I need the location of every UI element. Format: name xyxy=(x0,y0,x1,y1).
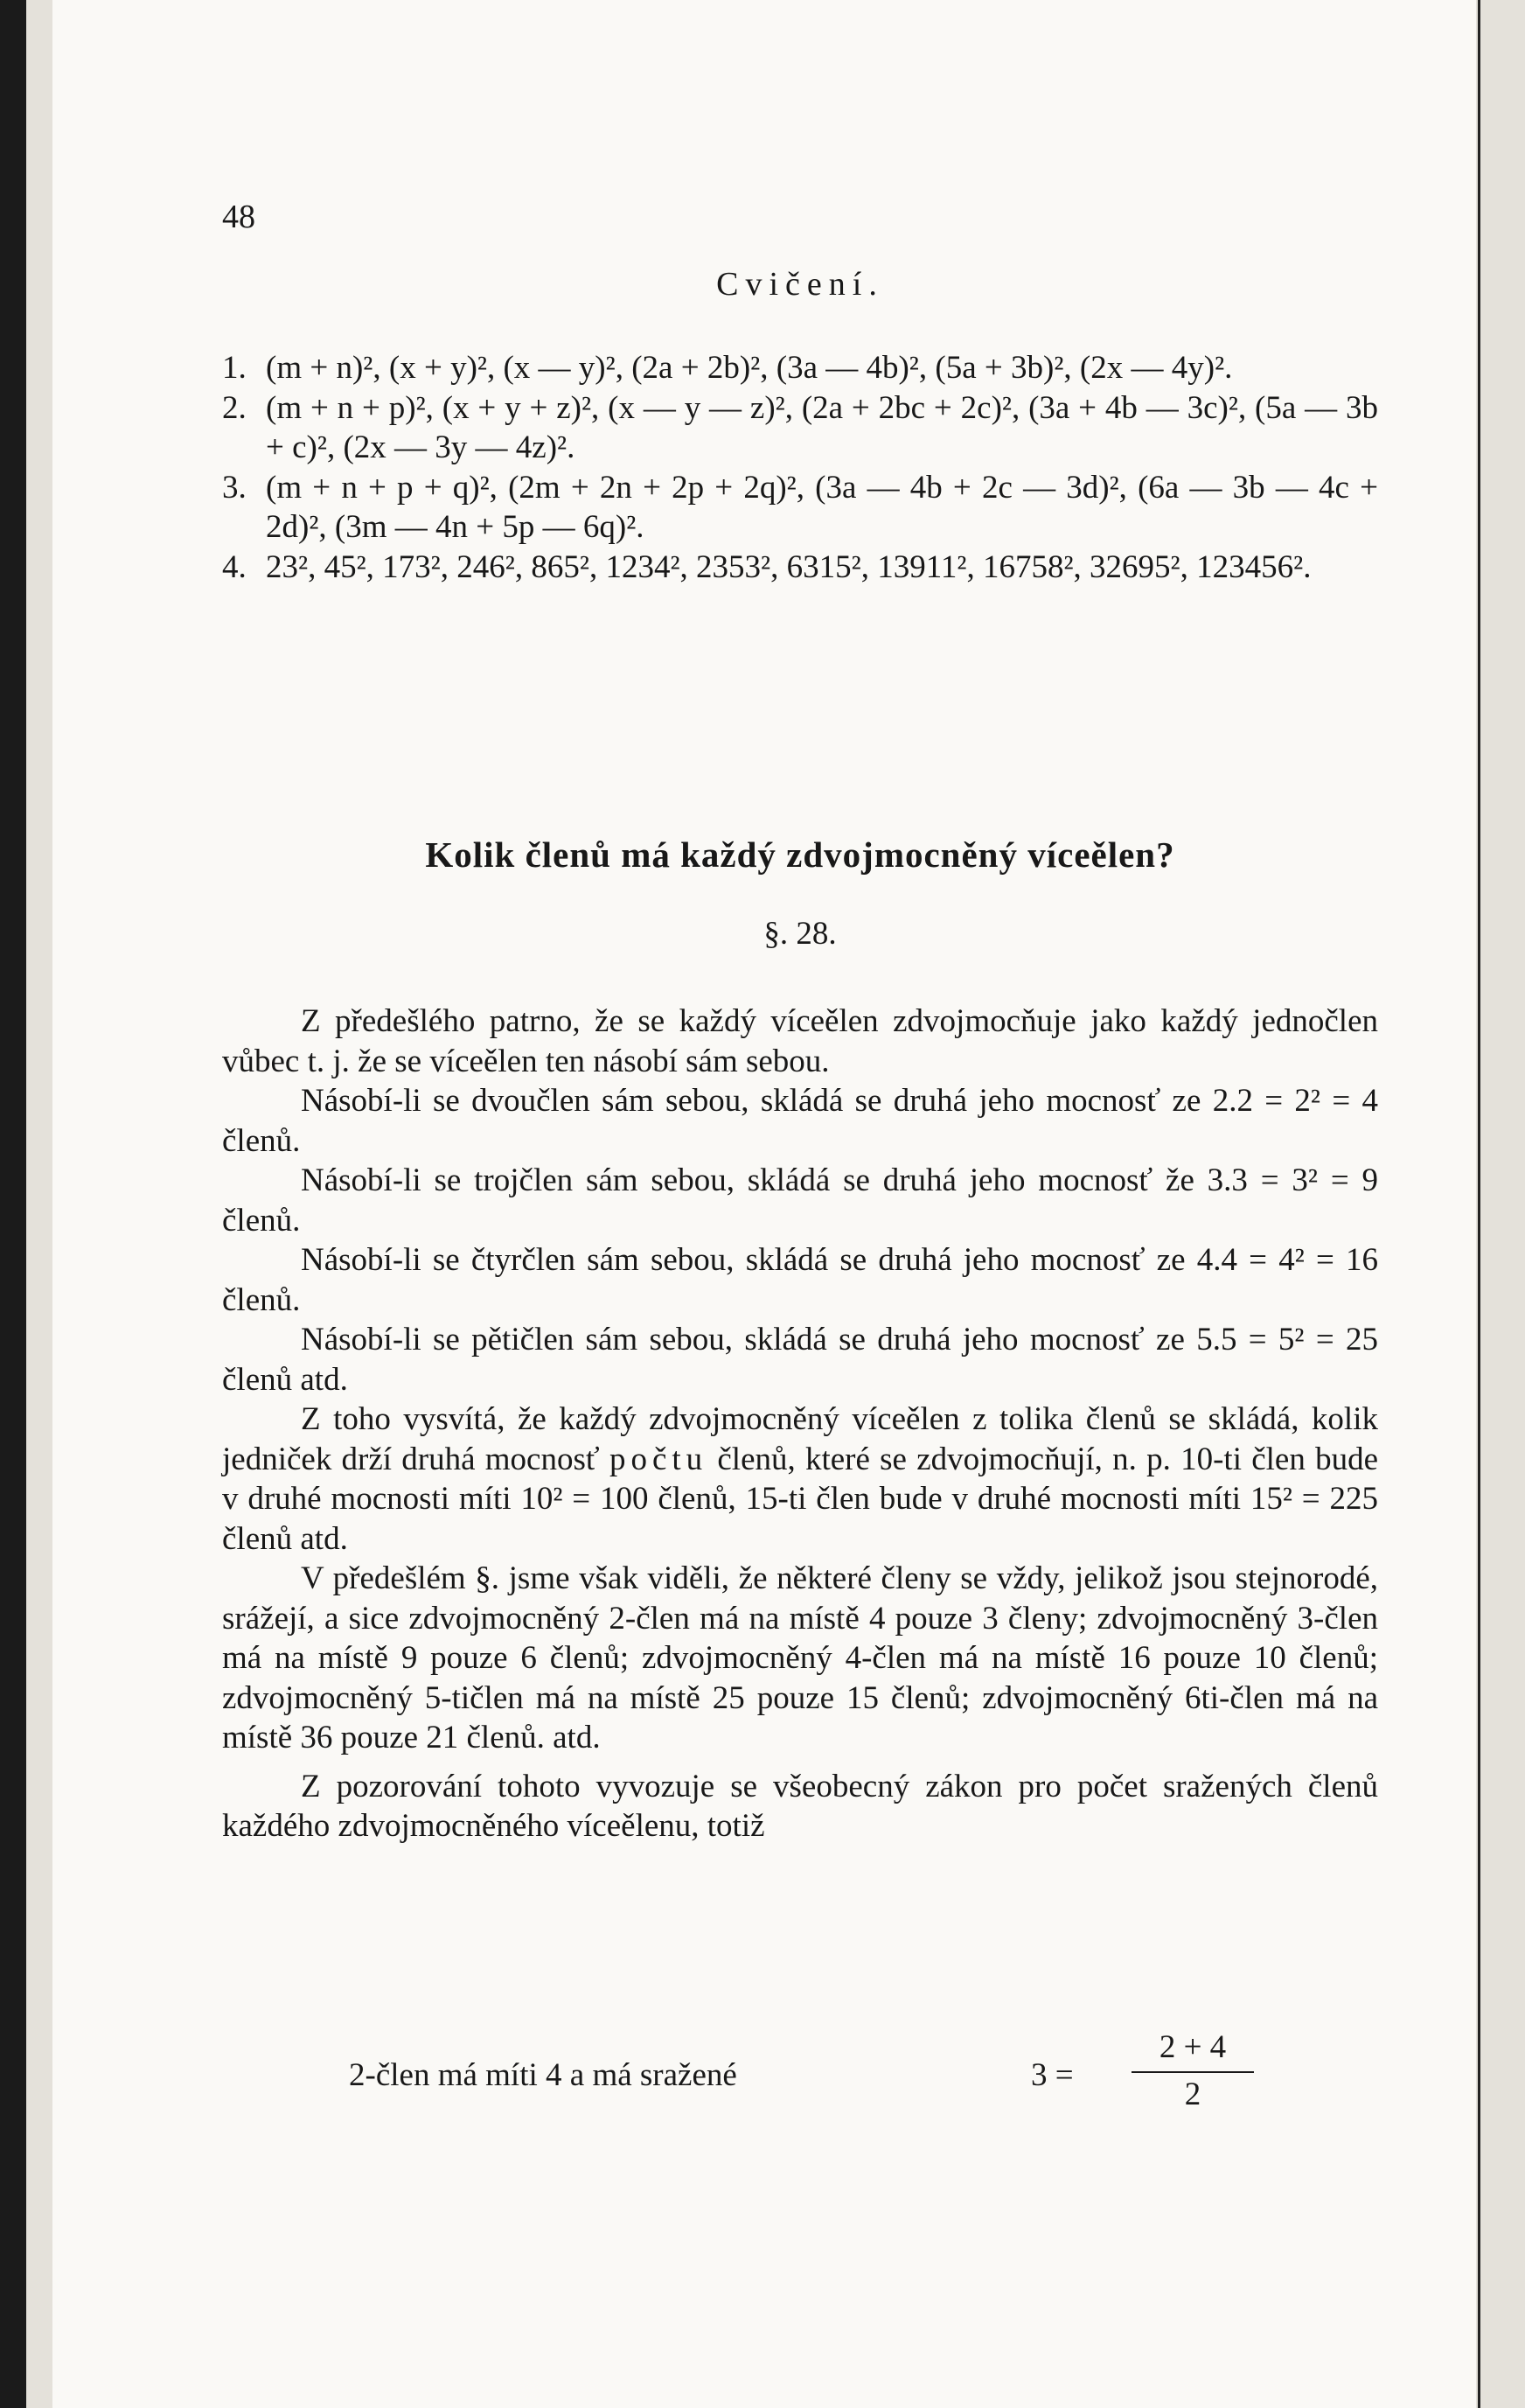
exercise-item xyxy=(222,468,1378,548)
exercise-text: 23², 45², 173², 246², 865², 1234², 2353², 6315², 13911², 16758², 32695², 123456². xyxy=(266,548,1312,585)
emphasized-word: počtu xyxy=(609,1441,708,1477)
paragraph: Z pozorování tohoto vyvozuje se všeobecný zákon pro počet sražených členů každého zdvojmocněného víceělenu, totiž xyxy=(222,1768,1378,1844)
body-text xyxy=(222,1002,1378,1846)
page-edge-rule xyxy=(1478,0,1480,2408)
fraction-denominator: 2 xyxy=(1184,2076,1201,2112)
chapter-heading: Kolik členů má každý zdvojmocněný víceělen? xyxy=(425,834,1175,875)
fraction-numerator: 2 + 4 xyxy=(1132,2028,1254,2073)
exercise-number: 4. xyxy=(222,548,247,585)
exercise-number: 3. xyxy=(222,469,247,506)
section-mark: §. 28. xyxy=(763,916,837,952)
exercise-text: (m + n + p + q)², (2m + 2n + 2p + 2q)², (3a — 4b + 2c — 3d)², (6a — 3b — 4c + 2d)², (3m — 4n + 5p — 6q)². xyxy=(266,469,1378,545)
paragraph: Násobí-li se pětičlen sám sebou, skládá se druhá jeho mocnosť ze 5.5 = 5² = 25 členů atd. xyxy=(222,1322,1378,1398)
paragraph: Násobí-li se trojčlen sám sebou, skládá se druhá jeho mocnosť že 3.3 = 3² = 9 členů. xyxy=(222,1162,1378,1239)
paragraph: V předešlém §. jsme však viděli, že některé členy se vždy, jelikož jsou stejnorodé, srážejí, a sice zdvojmocněný 2-člen má na místě 4 pouze 3 členy; zdvojmocněný 3-člen má na místě 9 pouze 6 členů; zdvojmocněný 4-člen má na místě 16 pouze 10 členů; zdvojmocněný 5-tičlen má na místě 25 pouze 15 členů; zdvojmocněný 6ti-člen má na místě 36 pouze 21 členů. atd. xyxy=(222,1560,1378,1755)
exercise-item xyxy=(222,348,1378,388)
section-title: Cvičení. xyxy=(716,266,884,303)
formula-lhs: 3 = xyxy=(1031,2057,1074,2093)
paragraph xyxy=(222,1399,1378,1559)
scan-edge xyxy=(0,0,26,2408)
exercise-item xyxy=(222,548,1378,588)
exercise-number: 1. xyxy=(222,350,247,386)
exercise-list xyxy=(222,348,1378,587)
exercise-item xyxy=(222,388,1378,468)
formula-line xyxy=(222,2028,1378,2124)
exercise-text: (m + n + p)², (x + y + z)², (x — y — z)², (2a + 2bc + 2c)², (3a + 4b — 3c)², (5a — 3b + c)², (2x — 3y — 4z)². xyxy=(266,389,1378,465)
fraction xyxy=(1132,2028,1254,2114)
exercise-number: 2. xyxy=(222,389,247,426)
exercise-text: (m + n)², (x + y)², (x — y)², (2a + 2b)², (3a — 4b)², (5a + 3b)², (2x — 4y)². xyxy=(266,350,1233,386)
paragraph: Z předešlého patrno, že se každý víceělen zdvojmocňuje jako každý jednočlen vůbec t. j. že se víceělen ten násobí sám sebou. xyxy=(222,1003,1378,1079)
page-number: 48 xyxy=(222,199,255,235)
book-page xyxy=(52,0,1476,2408)
paragraph: Násobí-li se čtyrčlen sám sebou, skládá se druhá jeho mocnosť ze 4.4 = 4² = 16 členů. xyxy=(222,1242,1378,1318)
paragraph-part: členů, které se zdvojmocňují, n. p. 10-ti člen bude v druhé mocnosti míti 10² = 100 členů, 15-ti člen bude v druhé mocnosti míti 15² = 225 členů atd. xyxy=(222,1441,1378,1557)
paragraph-part: Z toho vysvítá, že každý zdvojmocněný víceělen z tolika členů se skládá, kolik jedniček drží druhá mocnosť xyxy=(222,1401,1378,1477)
paragraph: Násobí-li se dvoučlen sám sebou, skládá se druhá jeho mocnosť ze 2.2 = 2² = 4 členů. xyxy=(222,1083,1378,1159)
formula-text: 2-člen má míti 4 a má sražené xyxy=(349,2057,737,2093)
